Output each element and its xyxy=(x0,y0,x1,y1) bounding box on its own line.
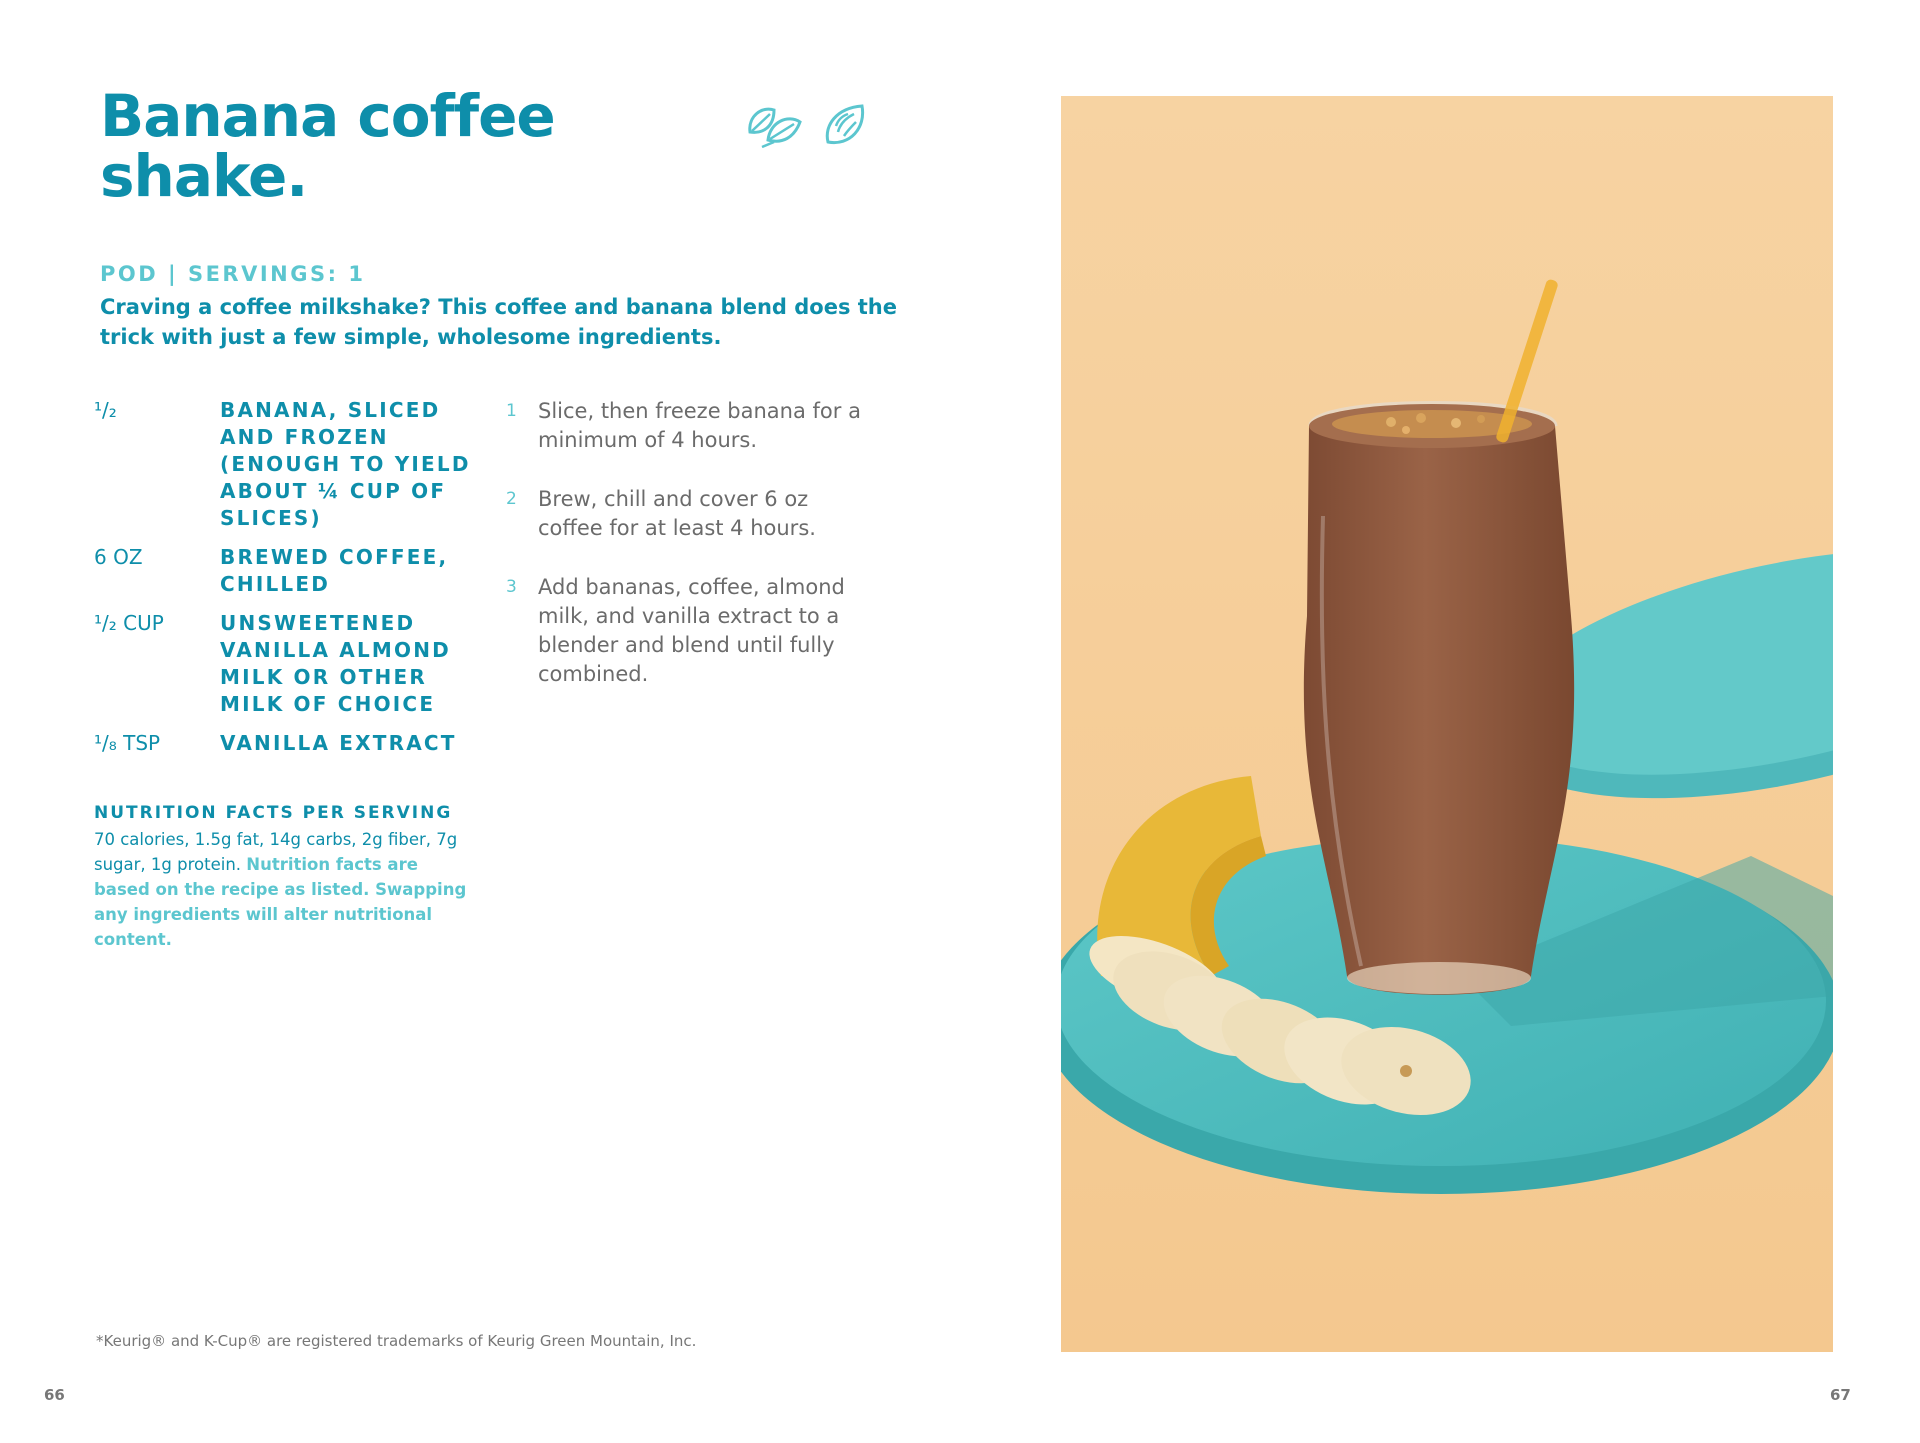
nutrition-note: Nutrition facts are based on the recipe as listed. Swapping any ingredients will alter nutritional content. xyxy=(94,855,467,949)
recipe-photo xyxy=(1061,96,1833,1352)
ingredient-quantity: ¹/₂ xyxy=(94,398,117,422)
page-number-left: 66 xyxy=(44,1386,65,1404)
ingredient-row xyxy=(94,610,484,718)
ingredient-quantity: 6 OZ xyxy=(94,545,143,569)
nutrition-body xyxy=(94,827,474,952)
step-text: Brew, chill and cover 6 oz coffee for at least 4 hours. xyxy=(538,487,816,540)
step-list xyxy=(506,397,876,719)
nutrition-values: 70 calories, 1.5g fat, 14g carbs, 2g fiber, 7g sugar, 1g protein. xyxy=(94,830,458,874)
step-text: Add bananas, coffee, almond milk, and vanilla extract to a blender and blend until fully combined. xyxy=(538,575,845,686)
page-number-right: 67 xyxy=(1830,1386,1851,1404)
almond-icon xyxy=(822,102,868,148)
ingredient-name: BANANA, SLICED AND FROZEN (ENOUGH TO YIELD ABOUT ¼ CUP OF SLICES) xyxy=(220,398,471,530)
recipe-title: Banana coffee shake. xyxy=(100,82,555,210)
servings-meta: POD | SERVINGS: 1 xyxy=(100,262,366,286)
nutrition-heading: NUTRITION FACTS PER SERVING xyxy=(94,803,453,823)
leaf-icon xyxy=(744,102,804,148)
recipe-intro: Craving a coffee milkshake? This coffee and banana blend does the trick with just a few simple, wholesome ingredients. xyxy=(100,295,897,349)
ingredient-name: BREWED COFFEE, CHILLED xyxy=(220,545,449,596)
ingredient-name: UNSWEETENED VANILLA ALMOND MILK OR OTHER MILK OF CHOICE xyxy=(220,611,451,716)
ingredient-row xyxy=(94,397,484,532)
step-number: 3 xyxy=(506,577,517,597)
diet-icons xyxy=(744,102,868,148)
ingredient-name: VANILLA EXTRACT xyxy=(220,731,457,755)
ingredient-row xyxy=(94,730,484,757)
trademark-footnote: *Keurig® and K-Cup® are registered trademarks of Keurig Green Mountain, Inc. xyxy=(96,1332,697,1350)
step-text: Slice, then freeze banana for a minimum of 4 hours. xyxy=(538,399,861,452)
step-item xyxy=(506,485,876,543)
ingredient-row xyxy=(94,544,484,598)
step-number: 2 xyxy=(506,489,517,509)
ingredient-list xyxy=(94,397,484,769)
ingredient-quantity: ¹/₂ CUP xyxy=(94,611,164,635)
step-number: 1 xyxy=(506,401,517,421)
step-item xyxy=(506,573,876,689)
ingredient-quantity: ¹/₈ TSP xyxy=(94,731,161,755)
step-item xyxy=(506,397,876,455)
nutrition-facts xyxy=(94,803,474,952)
